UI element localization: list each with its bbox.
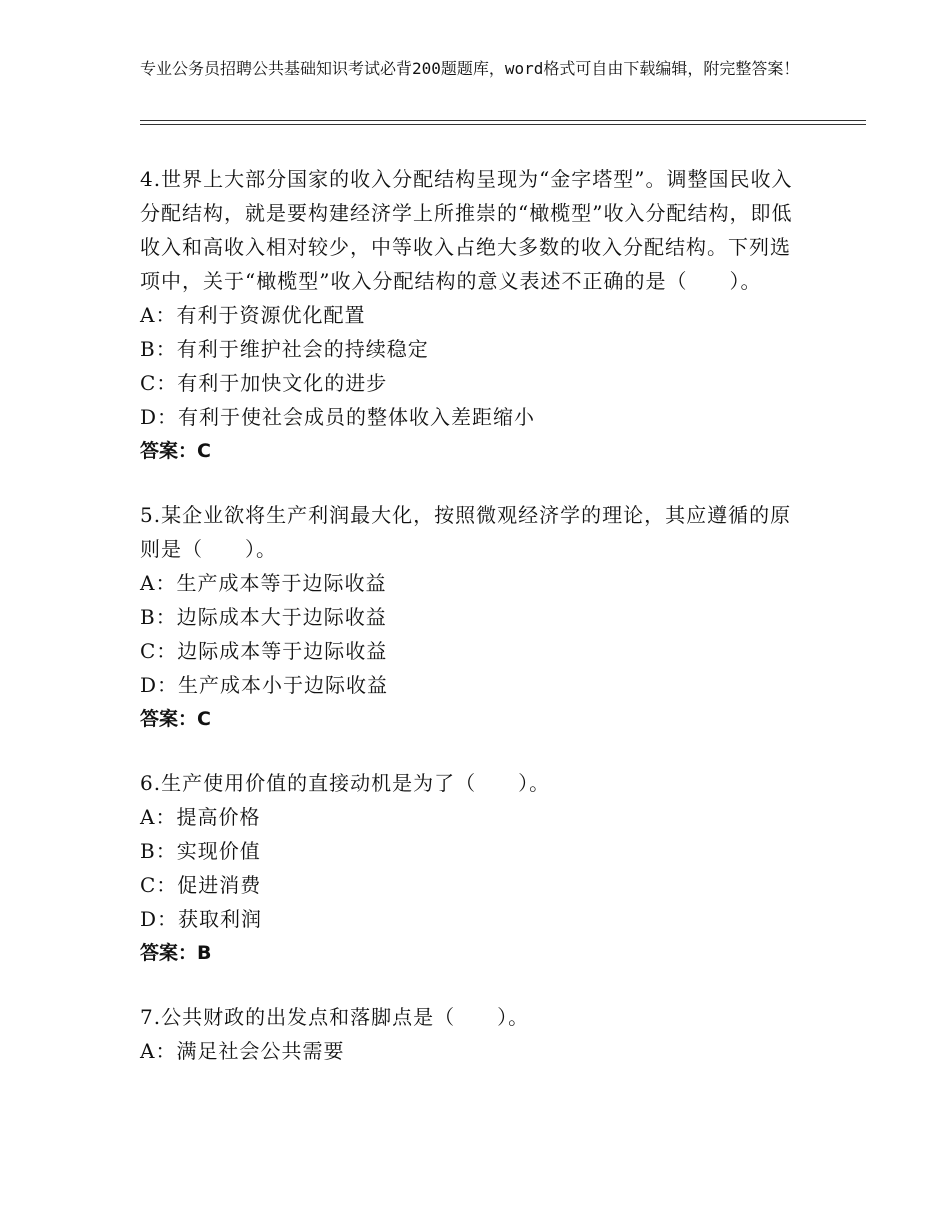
option-b: B：实现价值 bbox=[140, 839, 261, 863]
option-d: D：获取利润 bbox=[140, 907, 263, 931]
option-b: B：边际成本大于边际收益 bbox=[140, 605, 387, 629]
option-a: A：提高价格 bbox=[140, 805, 261, 829]
question-6 bbox=[140, 766, 800, 970]
question-5 bbox=[140, 498, 800, 736]
answer: 答案：C bbox=[140, 440, 211, 462]
answer: 答案：C bbox=[140, 708, 211, 730]
answer: 答案：B bbox=[140, 942, 212, 964]
option-a: A：满足社会公共需要 bbox=[140, 1039, 345, 1063]
option-d: D：有利于使社会成员的整体收入差距缩小 bbox=[140, 405, 536, 429]
question-list bbox=[140, 162, 800, 1098]
page-header bbox=[140, 58, 830, 80]
header-rule-top bbox=[140, 120, 866, 121]
option-d: D：生产成本小于边际收益 bbox=[140, 673, 389, 697]
option-c: C：有利于加快文化的进步 bbox=[140, 371, 388, 395]
option-a: A：生产成本等于边际收益 bbox=[140, 571, 387, 595]
question-stem: 7.公共财政的出发点和落脚点是（ ）。 bbox=[140, 1005, 530, 1029]
question-stem: 6.生产使用价值的直接动机是为了（ ）。 bbox=[140, 771, 551, 795]
option-a: A：有利于资源优化配置 bbox=[140, 303, 366, 327]
question-4 bbox=[140, 162, 800, 468]
header-rule-bottom bbox=[140, 124, 866, 125]
question-7 bbox=[140, 1000, 800, 1068]
option-b: B：有利于维护社会的持续稳定 bbox=[140, 337, 429, 361]
header-text: 专业公务员招聘公共基础知识考试必背200题题库，word格式可自由下载编辑，附完整答案！ bbox=[140, 59, 800, 78]
option-c: C：促进消费 bbox=[140, 873, 262, 897]
question-stem: 4.世界上大部分国家的收入分配结构呈现为“金字塔型”。调整国民收入分配结构，就是要构建经济学上所推崇的“橄榄型”收入分配结构，即低收入和高收入相对较少，中等收入占绝大多数的收入分配结构。下列选项中，关于“橄榄型”收入分配结构的意义表述不正确的是（ ）。 bbox=[140, 167, 793, 293]
option-c: C：边际成本等于边际收益 bbox=[140, 639, 388, 663]
question-stem: 5.某企业欲将生产利润最大化，按照微观经济学的理论，其应遵循的原则是（ ）。 bbox=[140, 503, 792, 561]
